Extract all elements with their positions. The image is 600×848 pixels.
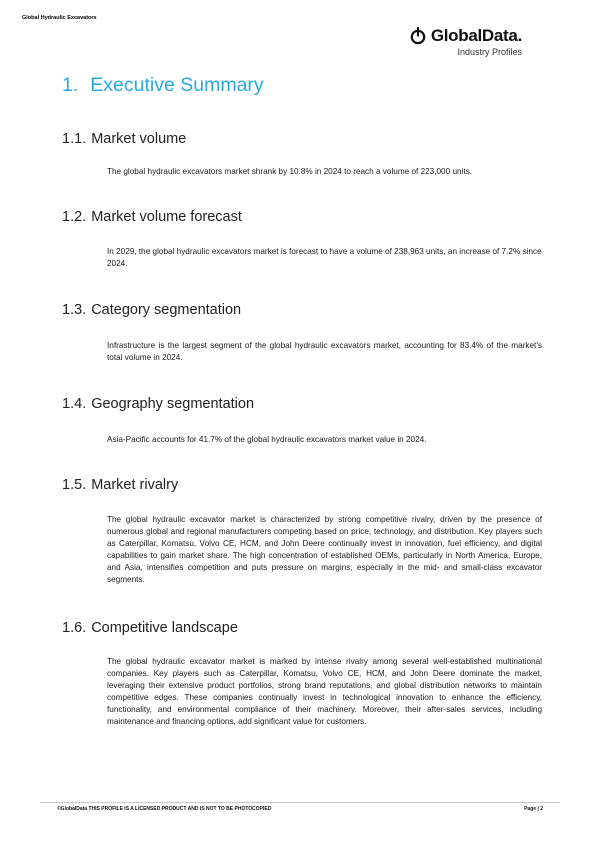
section-body: The global hydraulic excavator market is characterized by strong competitive rivalry, driven by the presence of numerous global and regional manufacturers competing based on price, technology, and distribution. Key players such as Caterpillar, Komatsu, Volvo CE, HCM, and John Deere continually invest in innovation, fuel efficiency, and digital capabilities to gain market share. The high concentration of established OEMs, particularly in North America, Europe, and Asia, intensifies competition and puts pressure on margins, especially in the mid- and small-class excavator segments. (107, 515, 542, 584)
section-number: 1.4. (62, 396, 87, 412)
page-title-number: 1. (62, 74, 79, 96)
section-number: 1.3. (62, 302, 87, 318)
section-body: The global hydraulic excavator market is marked by intense rivalry among several well-established multinational companies. Key players such as Caterpillar, Komatsu, Volvo CE, HCM, and John Deere dominate the market, leveraging their extensive product portfolios, strong brand reputations, and global distribution networks to maintain competitive edges. These companies continually invest in technological innovation to enhance the efficiency, functionality, and environmental compliance of their machinery. Moreover, their after-sales services, including maintenance and financing options, add significant value for customers. (107, 657, 542, 726)
section-title: Competitive landscape (91, 620, 238, 636)
section-body: Infrastructure is the largest segment of the global hydraulic excavators market, accounting for 83.4% of the market's total volume in 2024. (107, 341, 542, 362)
section-market-rivalry (62, 477, 542, 584)
section-number: 1.5. (62, 477, 87, 493)
section-body: Asia-Pacific accounts for 41.7% of the global hydraulic excavators market value in 2024. (107, 435, 427, 444)
section-heading (62, 131, 542, 147)
section-title: Geography segmentation (91, 396, 255, 412)
section-title: Category segmentation (91, 302, 242, 318)
globaldata-logo (410, 26, 522, 46)
section-competitive-landscape (62, 620, 542, 726)
section-heading (62, 620, 542, 636)
section-title: Market rivalry (91, 477, 179, 493)
page-title (62, 74, 264, 97)
section-number: 1.2. (62, 209, 87, 225)
globaldata-logo-icon (410, 27, 426, 45)
logo-wordmark: GlobalData. (430, 26, 522, 45)
section-body: In 2029, the global hydraulic excavators market is forecast to have a volume of 238,963 units, an increase of 7.2% since 2024. (107, 247, 542, 268)
section-geography-segmentation (62, 396, 542, 444)
section-category-segmentation (62, 302, 542, 362)
footer-copyright: ©GlobalData THIS PROFILE IS A LICENSED PRODUCT AND IS NOT TO BE PHOTOCOPIED (57, 806, 272, 812)
section-number: 1.1. (62, 131, 87, 147)
section-body: The global hydraulic excavators market shrank by 10.8% in 2024 to reach a volume of 223,000 units. (107, 167, 473, 176)
section-heading (62, 477, 542, 493)
page-title-text: Executive Summary (90, 74, 264, 96)
section-title: Market volume forecast (91, 209, 242, 225)
section-title: Market volume (91, 131, 187, 147)
section-heading (62, 209, 542, 225)
section-market-volume-forecast (62, 209, 542, 268)
section-market-volume (62, 131, 542, 176)
footer-divider (40, 802, 560, 803)
page-number: Page | 2 (524, 806, 543, 812)
section-heading (62, 396, 542, 412)
section-number: 1.6. (62, 620, 87, 636)
running-title: Global Hydraulic Excavators (22, 15, 97, 21)
section-heading (62, 302, 542, 318)
logo-subtitle: Industry Profiles (457, 47, 522, 57)
